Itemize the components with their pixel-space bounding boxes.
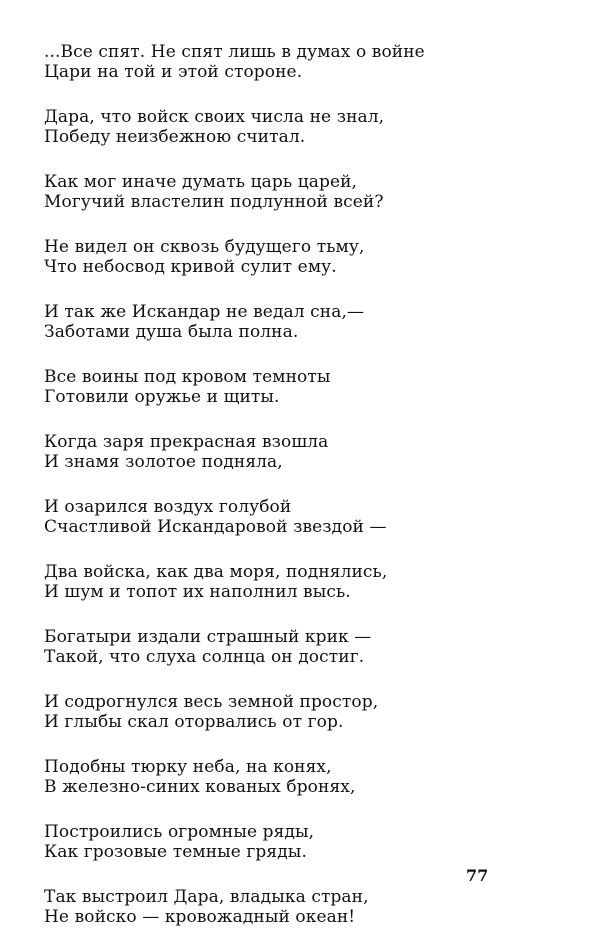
poem-line: И шум и топот их наполнил высь.	[44, 582, 351, 602]
stanza	[44, 432, 484, 472]
stanza	[44, 237, 484, 277]
stanza	[44, 42, 484, 82]
poem-line: Все воины под кровом темноты	[44, 367, 331, 387]
poem-line: Цари на той и этой стороне.	[44, 62, 303, 82]
poem-line: Не войско — кровожадный океан!	[44, 907, 356, 927]
poem-line: Богатыри издали страшный крик —	[44, 627, 372, 647]
poem-line: Два войска, как два моря, поднялись,	[44, 562, 388, 582]
poem-line: Счастливой Искандаровой звездой —	[44, 517, 387, 537]
poem-line: Такой, что слуха солнца он достиг.	[44, 647, 365, 667]
page-number: 77	[466, 866, 489, 885]
poem-line: Дара, что войск своих числа не знал,	[44, 107, 385, 127]
stanza	[44, 172, 484, 212]
poem-line: Победу неизбежною считал.	[44, 127, 306, 147]
stanza	[44, 757, 484, 797]
stanza	[44, 627, 484, 667]
poem-text	[44, 42, 484, 952]
poem-line: Готовили оружье и щиты.	[44, 387, 280, 407]
poem-line: ...Все спят. Не спят лишь в думах о войне	[44, 42, 425, 62]
stanza	[44, 822, 484, 862]
poem-line: Так выстроил Дара, владыка стран,	[44, 887, 369, 907]
stanza	[44, 302, 484, 342]
poem-line: Могучий властелин подлунной всей?	[44, 192, 384, 212]
stanza	[44, 562, 484, 602]
poem-line: Что небосвод кривой сулит ему.	[44, 257, 337, 277]
poem-line: Когда заря прекрасная взошла	[44, 432, 329, 452]
poem-line: В железно-синих кованых бронях,	[44, 777, 356, 797]
poem-line: И озарился воздух голубой	[44, 497, 292, 517]
poem-line: И содрогнулся весь земной простор,	[44, 692, 379, 712]
poem-line: И глыбы скал оторвались от гор.	[44, 712, 344, 732]
stanza	[44, 497, 484, 537]
stanza	[44, 887, 484, 927]
poem-line: Подобны тюрку неба, на конях,	[44, 757, 332, 777]
poem-line: И знамя золотое подняла,	[44, 452, 283, 472]
poem-line: Как мог иначе думать царь царей,	[44, 172, 358, 192]
stanza	[44, 692, 484, 732]
poem-line: Построились огромные ряды,	[44, 822, 315, 842]
poem-line: Не видел он сквозь будущего тьму,	[44, 237, 365, 257]
poem-line: Как грозовые темные гряды.	[44, 842, 307, 862]
poem-line: И так же Искандар не ведал сна,—	[44, 302, 365, 322]
poem-line: Заботами душа была полна.	[44, 322, 299, 342]
stanza	[44, 107, 484, 147]
stanza	[44, 367, 484, 407]
